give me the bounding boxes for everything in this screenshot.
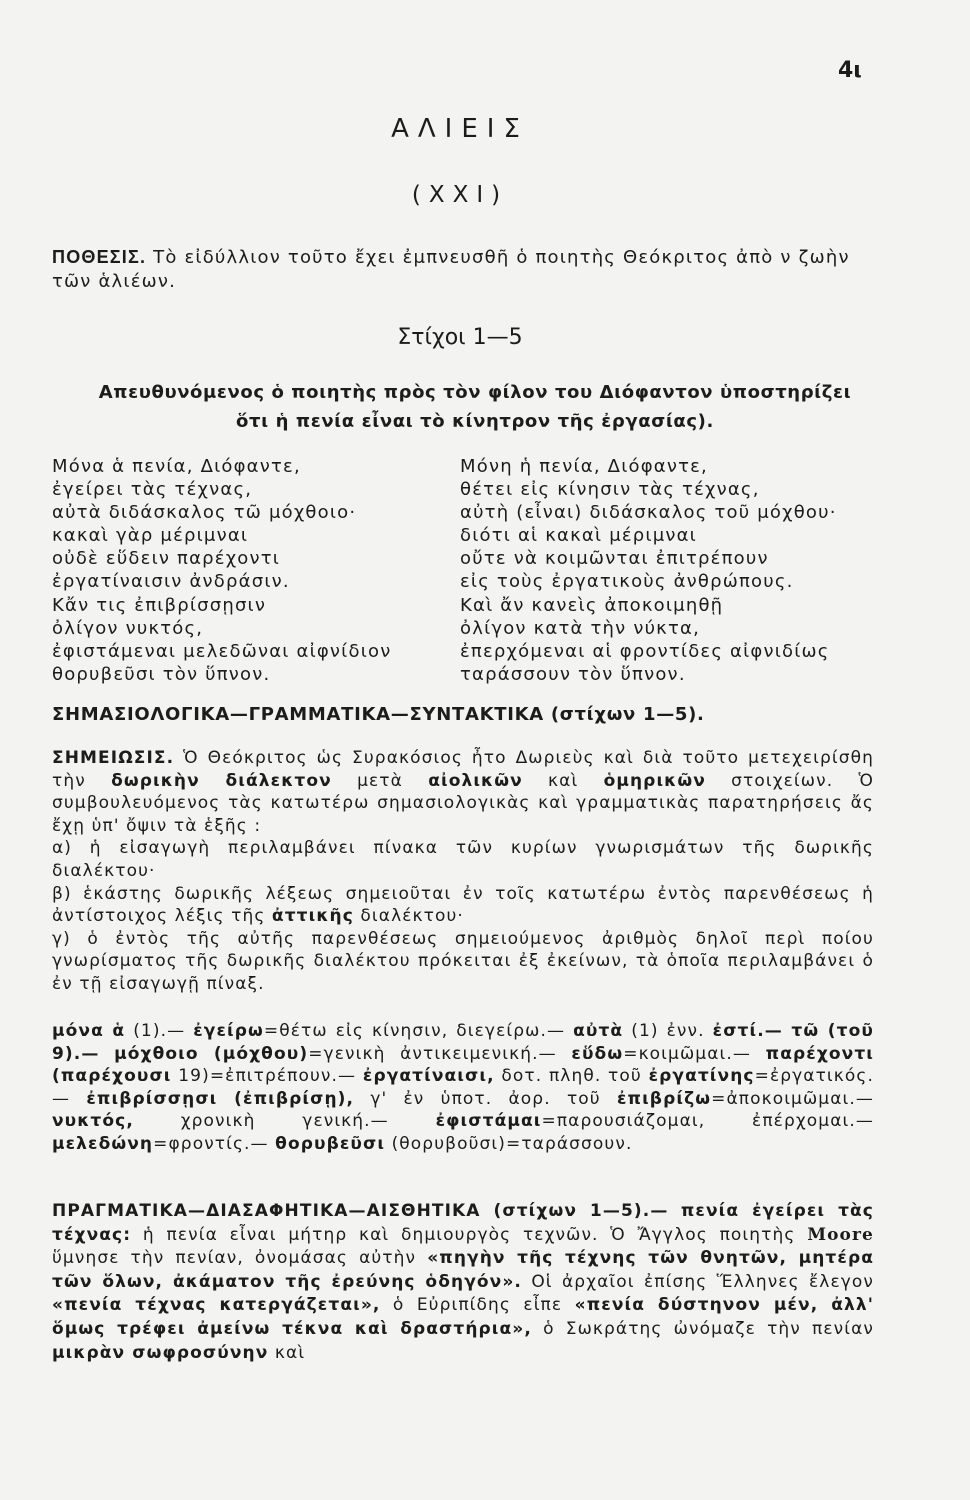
vocab-term: αὐτὰ [573,1021,624,1041]
doric-dialect-term: δωρικὴν διάλεκτον [111,770,332,791]
vocab-term: μόχθοιο (μόχθου) [114,1043,309,1064]
notes-text: β) ἑκάστης δωρικῆς λέξεως σημειοῦται ἐν τοῖς κατωτέρω ἐντὸς παρενθέσεως ἡ ἀντίστοιχος λέξις τῆς [52,883,874,927]
vocab-term: ἐφιστάμαι [435,1111,542,1132]
notes-text: μετὰ [357,770,403,791]
pragmatic-text: ὁ Εὐριπίδης εἶπε [392,1295,563,1316]
vocab-term: ἐστί.— τῶ (τοῦ 9).— [52,1021,874,1064]
pragmatic-text: Οἱ ἀρχαῖοι ἐπίσης Ἕλληνες ἔλεγον [531,1271,874,1292]
pragmatic-block [52,1200,874,1365]
argument-label: ΠΟΘΕΣΙΣ. [52,247,147,267]
vocab-gloss: γ' ἐν ὑποτ. ἀορ. τοῦ [370,1088,601,1109]
pragmatic-phrase: πενία ἐγείρει τὰς τέχνας: [52,1201,874,1245]
pragmatic-quote: «πηγὴν τῆς τέχνης τῶν θνητῶν, μητέρα τῶν ὅλων, ἀκάματον τῆς ἐρεύνης ὁδηγόν». [52,1248,874,1292]
vocab-term: παρέχοντι (παρέχουσι [52,1043,875,1087]
summary-line: ὅτι ἡ πενία εἶναι τὸ κίνητρον τῆς ἐργασίας). [236,411,714,432]
note-item-c: γ) ὁ ἐντὸς τῆς αὐτῆς παρενθέσεως σημειούμενος ἀριθμὸς δηλοῖ περὶ ποίου γνωρίσματος τῆς δωρικῆς διαλέκτου πρόκειται ἐξ ἐκείνων, τὰ ὁποῖα περιλαμβάνει ὁ ἐν τῇ εἰσαγωγῇ πίναξ. [52,928,874,994]
homeric-term: ὁμηρικῶν [603,770,706,791]
argument-paragraph [52,245,882,294]
verses-summary [60,378,890,436]
vocab-term: ἐργατίνης [648,1066,755,1087]
notes-text: διαλέκτου· [360,906,464,927]
verse-line: ἐφιστάμεναι μελεδῶναι αἰφνίδιον [52,640,392,662]
verse-line: Μόνα ἁ πενία, Διόφαντε, [52,456,301,477]
translation-line: Καὶ ἄν κανεὶς ἀποκοιμηθῇ [460,594,724,616]
vocab-gloss: δοτ. πληθ. τοῦ [501,1066,642,1087]
vocab-gloss: χρονικὴ γενική.— [180,1111,389,1132]
vocab-term: νυκτός, [52,1111,134,1132]
vocab-term: ἐργατίναισι, [362,1066,495,1087]
verse-line: οὐδὲ εὕδειν παρέχοντι [52,548,281,570]
pragmatic-quote: «πενία τέχνας κατεργάζεται», [52,1295,381,1316]
aeolic-term: αἰολικῶν [428,770,523,791]
vocab-gloss: =φροντίς.— [153,1133,269,1154]
vocab-term: μελεδώνη [52,1133,154,1154]
translation-line: εἰς τοὺς ἐργατικοὺς ἀνθρώπους. [460,571,794,593]
notes-block [52,747,874,996]
translation-column [460,455,890,686]
verse-line: Κἄν τις ἐπιβρίσσῃσιν [52,594,267,616]
vocab-gloss: =ἀποκοιμῶμαι.— [711,1088,874,1109]
translation-line: αὐτὴ (εἶναι) διδάσκαλος τοῦ μόχθου· [460,502,837,524]
vocab-gloss: (1).— [133,1021,186,1041]
notes-text: Ὁ Θεόκριτος ὡς Συρακόσιος ἦτο Δωριεὺς καὶ διὰ τοῦτο μετεχειρίσθη τὴν [52,748,874,791]
original-text-column [52,455,442,686]
pragmatic-text: ἡ πενία εἶναι μήτηρ καὶ δημιουργὸς τεχνῶν. Ὁ Ἄγγλος ποιητὴς [142,1224,796,1245]
notes-label: ΣΗΜΕΙΩΣΙΣ. [52,748,175,768]
verse-line: κακαὶ γὰρ μέριμναι [52,525,249,547]
vocabulary-block [52,1020,874,1156]
pragmatic-text: ὁ Σωκράτης ὠνόμαζε τὴν πενίαν [543,1318,874,1339]
pragmatic-heading: ΠΡΑΓΜΑΤΙΚΑ—ΔΙΑΣΑΦΗΤΙΚΑ—ΑΙΣΘΗΤΙΚΑ (στίχων 1—5).— [52,1201,669,1221]
argument-text: Τὸ εἰδύλλιον τοῦτο ἔχει ἐμπνευσθῆ ὁ ποιητὴς Θεόκριτος ἀπὸ ν ζωὴν τῶν ἁλιέων. [52,247,850,292]
summary-line: Απευθυνόμενος ὁ ποιητὴς πρὸς τὸν φίλον του Διόφαντον ὑποστηρίζει [98,382,852,403]
vocab-gloss: =ἐργατικός.— [52,1066,874,1109]
pragmatic-quote: μικρὰν σωφροσύνην [52,1342,269,1363]
semantic-section-heading: ΣΗΜΑΣΙΟΛΟΓΙΚΑ—ΓΡΑΜΜΑΤΙΚΑ—ΣΥΝΤΑΚΤΙΚΑ (στίχων 1—5). [52,704,705,725]
notes-text: καὶ [548,770,579,791]
pragmatic-text: ὕμνησε τὴν πενίαν, ὀνομάσας αὐτὴν [52,1248,417,1269]
translation-line: ἐπερχόμεναι αἱ φροντίδες αἰφνιδίως [460,640,830,662]
page-number: 4ι [838,58,862,83]
translation-line: οὔτε νὰ κοιμῶνται ἐπιτρέπουν [460,548,769,570]
vocab-term: θορυβεῦσι [275,1133,386,1154]
pragmatic-quote: «πενία δύστηνον μέν, ἀλλ' ὅμως τρέφει ἀμείνω τέκνα καὶ δραστήρια», [52,1295,875,1339]
vocab-gloss: =θέτω εἰς κίνησιν, διεγείρω.— [263,1021,566,1041]
vocab-gloss: 19)=ἐπιτρέπουν.— [178,1066,357,1087]
vocab-term: ἐπιβρίσσῃσι (ἐπιβρίσῃ), [86,1088,355,1109]
vocab-gloss: =κοιμῶμαι.— [623,1043,751,1064]
verse-line: ἐγείρει τὰς τέχνας, [52,479,253,501]
vocab-term: εὕδω [571,1043,624,1064]
verse-line: ὀλίγον νυκτός, [52,617,204,639]
author-name: Moore [807,1224,874,1245]
notes-paragraph [52,747,874,837]
note-item-a: α) ἡ εἰσαγωγὴ περιλαμβάνει πίνακα τῶν κυρίων γνωρισμάτων τῆς δωρικῆς διαλέκτου· [52,838,874,881]
translation-line: θέτει εἰς κίνησιν τὰς τέχνας, [460,479,760,501]
note-item-b [52,883,874,928]
translation-line: ὀλίγον κατὰ τὴν νύκτα, [460,617,701,639]
translation-line: Μόνη ἡ πενία, Διόφαντε, [460,456,708,477]
verse-line: αὐτὰ διδάσκαλος τῶ μόχθοιο· [52,502,357,524]
vocab-term: ἐγείρω [193,1021,264,1041]
verse-line: θορυβεῦσι τὸν ὕπνον. [52,663,271,685]
attic-term: ἀττικῆς [271,906,354,927]
poem-number: (XXI) [411,182,509,208]
vocab-gloss: (1) ἐνν. [631,1021,705,1041]
vocab-term: μόνα ἁ [52,1021,126,1041]
verse-line: ἐργατίναισιν ἀνδράσιν. [52,571,290,593]
pragmatic-text: καὶ [274,1342,306,1363]
poem-title: ΑΛΙΕΙΣ [391,114,529,144]
translation-line: ταράσσουν τὸν ὕπνον. [460,663,686,685]
vocab-gloss: =παρουσιάζομαι, ἐπέρχομαι.— [541,1111,874,1132]
vocab-gloss: =γενικὴ ἀντικειμενική.— [308,1043,557,1064]
vocab-term: ἐπιβρίζω [616,1088,712,1109]
verses-heading: Στίχοι 1—5 [397,325,523,350]
vocab-gloss: (θορυβοῦσι)=ταράσσουν. [391,1133,633,1154]
translation-line: διότι αἱ κακαὶ μέριμναι [460,525,697,547]
notes-text: στοιχείων. Ὁ συμβουλευόμενος τὰς κατωτέρω σημασιολογικὰς καὶ γραμματικὰς παρατηρήσεις ἄς ἔχῃ ὑπ' ὄψιν τὰ ἑξῆς : [52,770,874,836]
